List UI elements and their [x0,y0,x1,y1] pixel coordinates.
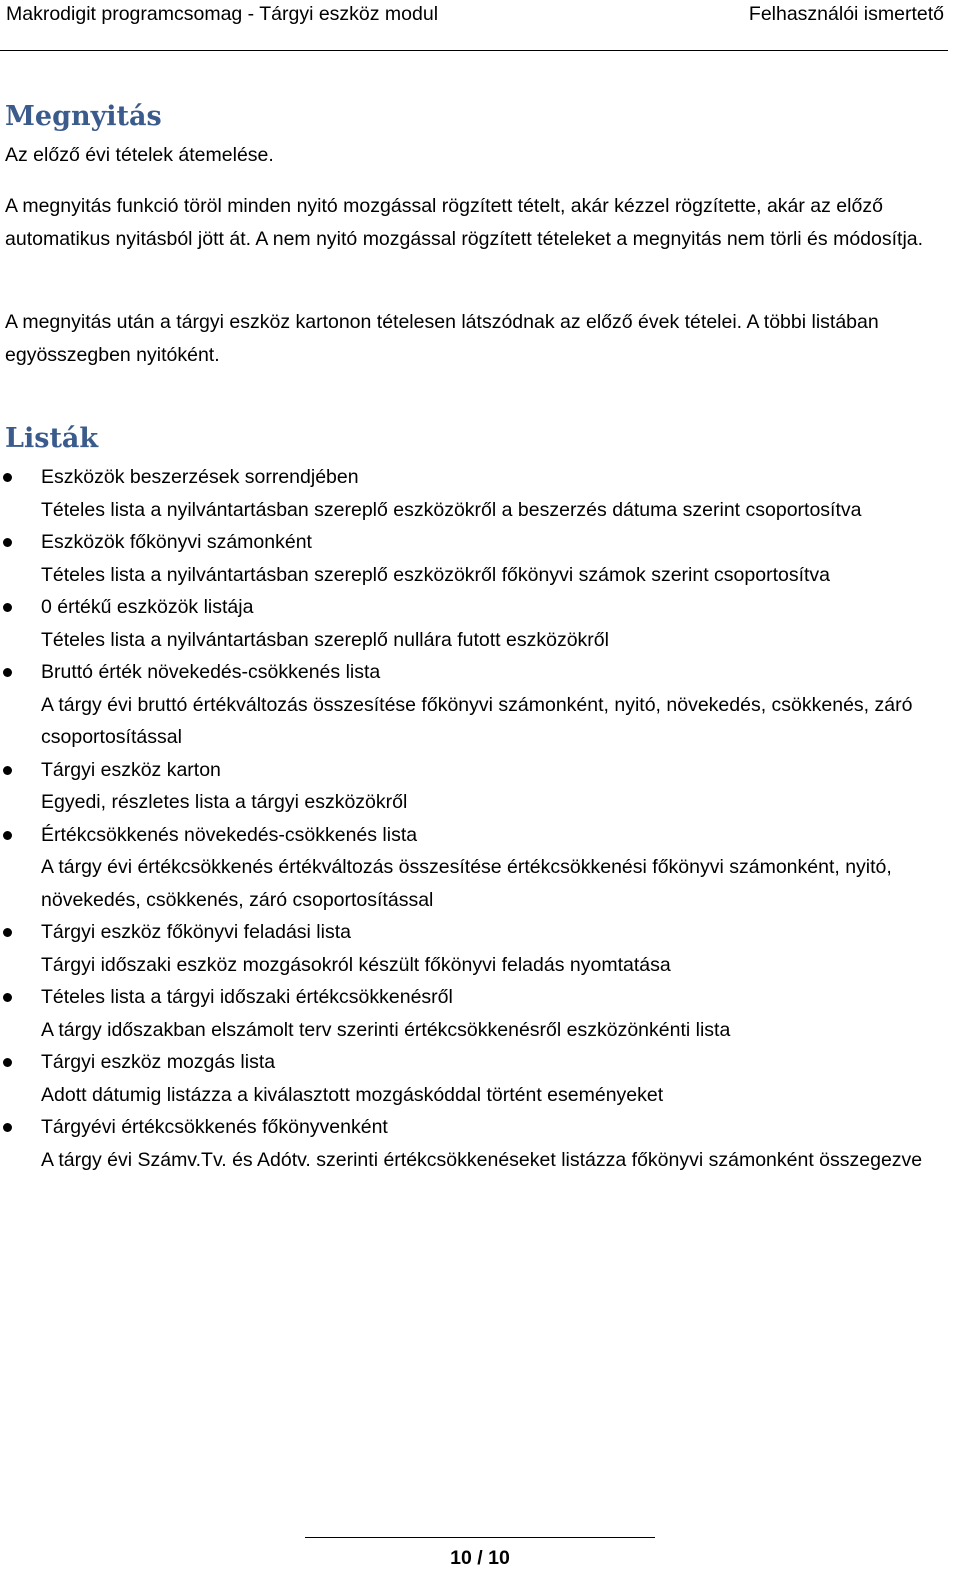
list-item [0,819,948,917]
list-item-title: Tárgyi eszköz karton [41,758,221,781]
header-document-title: Makrodigit programcsomag - Tárgyi eszköz modul [6,3,439,25]
list-item [0,916,948,981]
list-item-title: Értékcsökkenés növekedés-csökkenés lista [41,823,418,846]
list-item-title: Eszközök főkönyvi számonként [41,531,312,553]
opening-paragraph-2: A megnyitás funkció töröl minden nyitó mozgással rögzített tételt, akár kézzel rögzítette, akár az előző automatikus nyitásból jött át. A nem nyitó mozgással rögzített tételeket a megnyitás nem törli és módosítja. [5,195,924,250]
bullet-icon [3,668,12,677]
list-item-description: A tárgy évi Számv.Tv. és Adótv. szerinti értékcsökkenéseket listázza főkönyvi számonként összegezve [41,1148,923,1171]
bullet-icon [3,603,12,612]
lists-list [0,461,948,1176]
opening-paragraph-1: Az előző évi tételek átemelése. [5,144,274,166]
bullet-icon [3,473,12,482]
opening-paragraph-3: A megnyitás után a tárgyi eszköz kartonon tételesen látszódnak az előző évek tételei. A többi listában egyösszegben nyitóként. [5,311,879,366]
list-item-title: Tételes lista a tárgyi időszaki értékcsökkenésről [41,986,453,1008]
list-item-title: 0 értékű eszközök listája [41,596,254,618]
bullet-icon [3,1123,12,1132]
bullet-icon [3,538,12,547]
list-item [0,656,948,754]
lists-heading: Listák [5,423,99,454]
list-item-title: Tárgyi eszköz főkönyvi feladási lista [41,921,351,943]
list-item [0,754,948,819]
list-item-description: Adott dátumig listázza a kiválasztott mozgáskóddal történt eseményeket [41,1083,664,1106]
list-item [0,981,948,1046]
list-item [0,1046,948,1111]
list-item-description: Tételes lista a nyilvántartásban szereplő eszközökről főkönyvi számok szerint csoportosítva [41,563,831,586]
page-header [0,0,948,51]
header-section-title: Felhasználói ismertető [748,3,944,25]
bullet-icon [3,1058,12,1067]
bullet-icon [3,831,12,840]
list-item [0,526,948,591]
list-item-description: A tárgy időszakban elszámolt terv szerinti értékcsökkenésről eszközönkénti lista [41,1018,731,1041]
list-item-title: Eszközök beszerzések sorrendjében [41,466,359,488]
list-item [0,461,948,526]
page-number: 10 / 10 [450,1547,510,1569]
list-item-description: A tárgy évi értékcsökkenés értékváltozás összesítése értékcsökkenési főkönyvi számonként, nyitó, növekedés, csökkenés, záró csoportosítással [41,856,892,911]
list-item-description: Egyedi, részletes lista a tárgyi eszközökről [41,791,408,813]
list-item [0,1111,948,1176]
bullet-icon [3,993,12,1002]
bullet-icon [3,928,12,937]
list-item-title: Bruttó érték növekedés-csökkenés lista [41,661,381,683]
bullet-icon [3,766,12,775]
page-footer [305,1537,655,1583]
list-item-title: Tárgyi eszköz mozgás lista [41,1051,276,1073]
list-item-description: Tételes lista a nyilvántartásban szereplő eszközökről a beszerzés dátuma szerint csoportosítva [41,498,862,521]
opening-heading: Megnyitás [5,101,162,132]
list-item-description: Tárgyi időszaki eszköz mozgásokról készült főkönyvi feladás nyomtatása [41,953,671,976]
list-item [0,591,948,656]
list-item-title: Tárgyévi értékcsökkenés főkönyvenként [41,1116,388,1138]
list-item-description: A tárgy évi bruttó értékváltozás összesítése főkönyvi számonként, nyitó, növekedés, csökkenés, záró csoportosítással [41,693,913,748]
list-item-description: Tételes lista a nyilvántartásban szereplő nullára futott eszközökről [41,628,609,651]
